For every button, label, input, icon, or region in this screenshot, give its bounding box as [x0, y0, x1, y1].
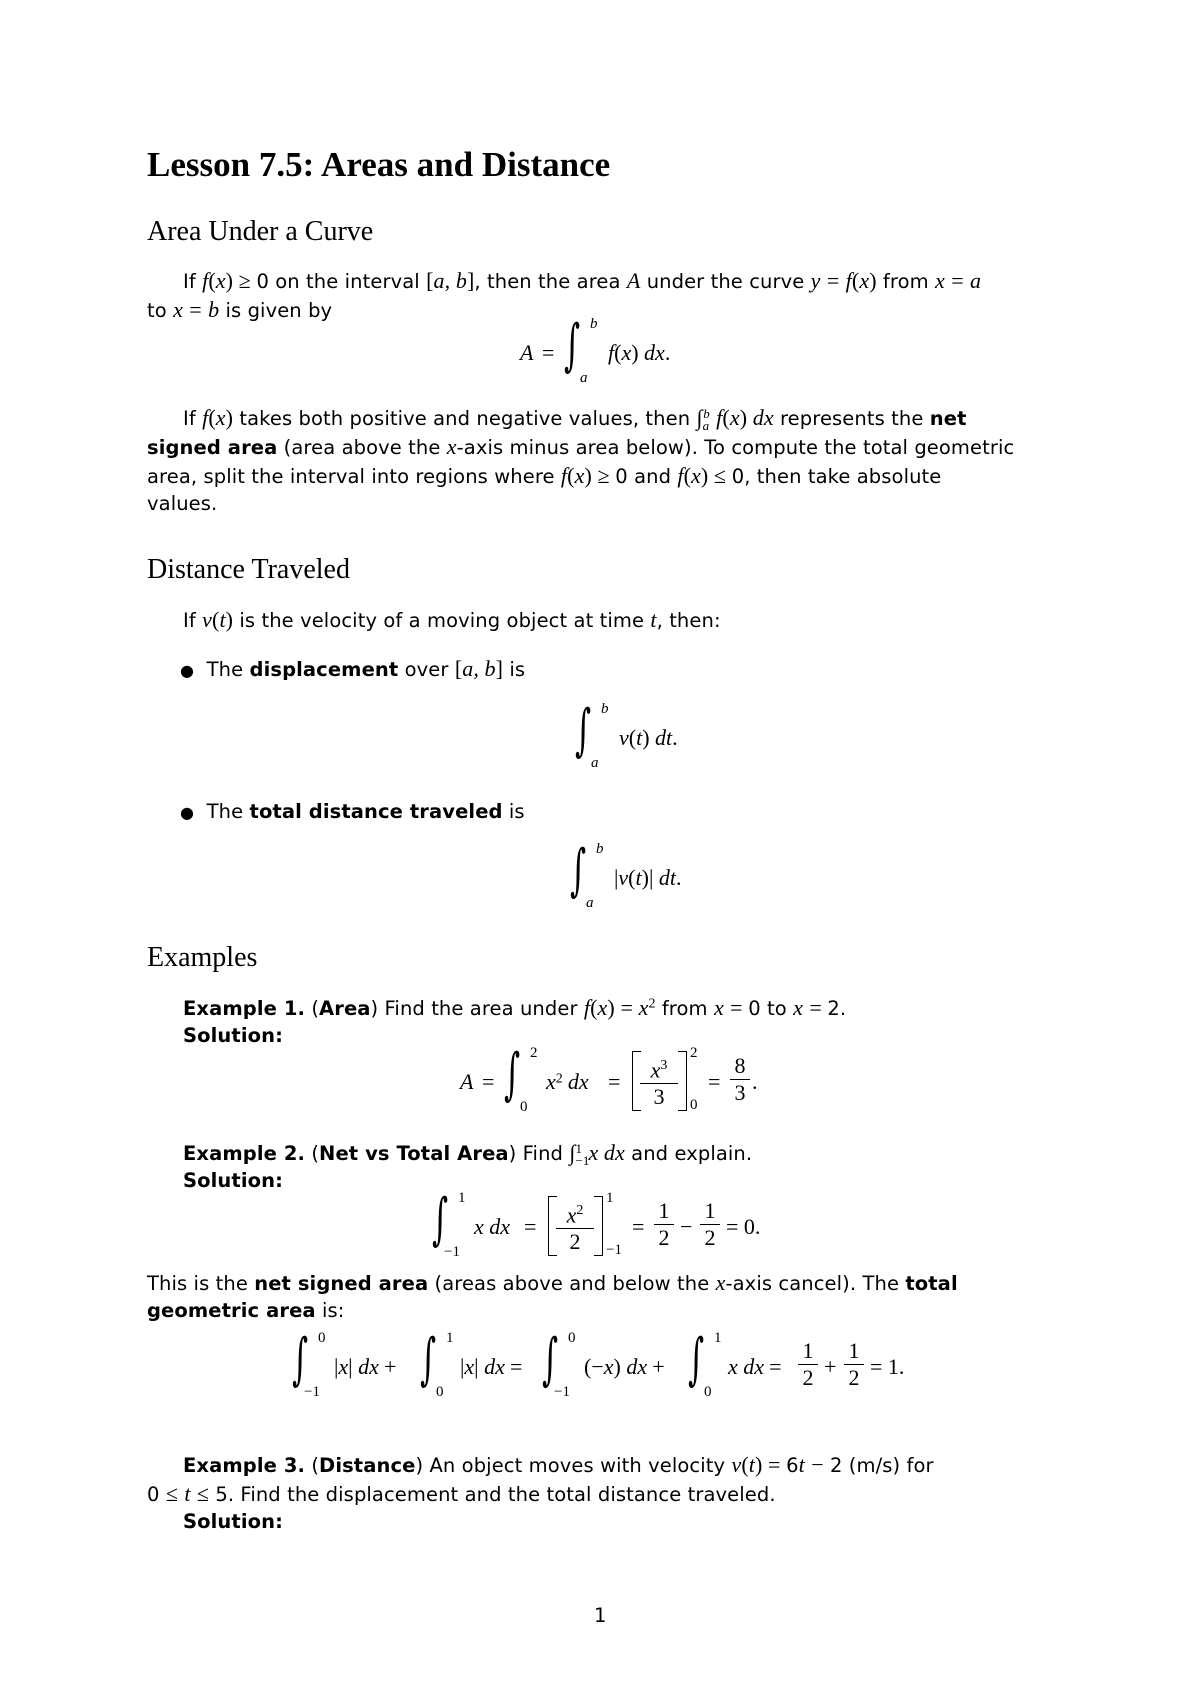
example-1-statement: Example 1. (Area) Find the area under $f(x) = x^2$ from x = 0 to x = 2. — [183, 995, 847, 1020]
bullet-icon: ● — [180, 661, 195, 680]
example-2-text-line-2: geometric area is: — [147, 1299, 345, 1322]
equation-example-2-total: ∫ 0 −1 |x| dx + ∫ 1 0 |x| dx = ∫ 0 −1 (−x) dx + ∫ 1 0 x dx = $\frac{1}{2}$ + $\frac{1}{2}$ = 1. — [292, 1327, 905, 1400]
area-paragraph-2-line-2: signed area (area above the x-axis minus area below). To compute the total geometric — [147, 434, 1015, 459]
equation-displacement: ∫ b a v(t) dt. — [575, 698, 678, 771]
example-2-text-line-1: This is the net signed area (areas above and below the x-axis cancel). The total — [147, 1270, 958, 1295]
example-2-solution-label: Solution: — [183, 1169, 283, 1192]
bullet-icon: ● — [180, 803, 195, 822]
distance-bullet-1: ● The displacement over [a, b] is — [180, 656, 526, 681]
section-heading-examples: Examples — [147, 942, 258, 973]
equation-total-distance: ∫ b a |v(t)| dt. — [570, 838, 682, 911]
example-3-statement-line-1: Example 3. (Distance) An object moves with velocity v(t) = 6t − 2 (m/s) for — [183, 1452, 934, 1477]
area-paragraph-1-line-1: If f(x) ≥ 0 on the interval [a, b], then the area A under the curve y = f(x) from x = a — [183, 268, 982, 293]
area-paragraph-2-line-1: If f(x) takes both positive and negative values, then $\int_a^b$ f(x) dx represents the net — [183, 405, 967, 433]
distance-intro: If v(t) is the velocity of a moving object at time t, then: — [183, 607, 721, 632]
area-paragraph-1-line-2: to x = b is given by — [147, 297, 333, 322]
equation-example-2: ∫ 1 −1 x dx = $\frac{x^2}{2}$ 1 −1 = $\frac{1}{2}$ − $\frac{1}{2}$ = 0. — [432, 1187, 761, 1260]
example-1-solution-label: Solution: — [183, 1024, 283, 1047]
example-3-solution-label: Solution: — [183, 1510, 283, 1533]
distance-bullet-2: ● The total distance traveled is — [180, 800, 525, 823]
page-number: 1 — [594, 1604, 607, 1627]
equation-area-integral: A = ∫ b a f(x) dx. — [520, 313, 671, 386]
example-2-statement: Example 2. (Net vs Total Area) Find $\int_{-1}^1$ x dx and explain. — [183, 1140, 753, 1168]
area-paragraph-2-line-3: area, split the interval into regions where f(x) ≥ 0 and f(x) ≤ 0, then take absolute — [147, 463, 942, 488]
example-3-statement-line-2: 0 ≤ t ≤ 5. Find the displacement and the total distance traveled. — [147, 1481, 776, 1506]
equation-example-1: A = ∫ 2 0 $x^2$ dx = $\frac{x^3}{3}$ 2 0 = $\frac{8}{3}$ . — [460, 1042, 758, 1115]
area-paragraph-2-line-4: values. — [147, 492, 218, 515]
section-heading-area: Area Under a Curve — [147, 216, 374, 247]
page-title: Lesson 7.5: Areas and Distance — [147, 145, 611, 184]
section-heading-distance: Distance Traveled — [147, 554, 350, 585]
